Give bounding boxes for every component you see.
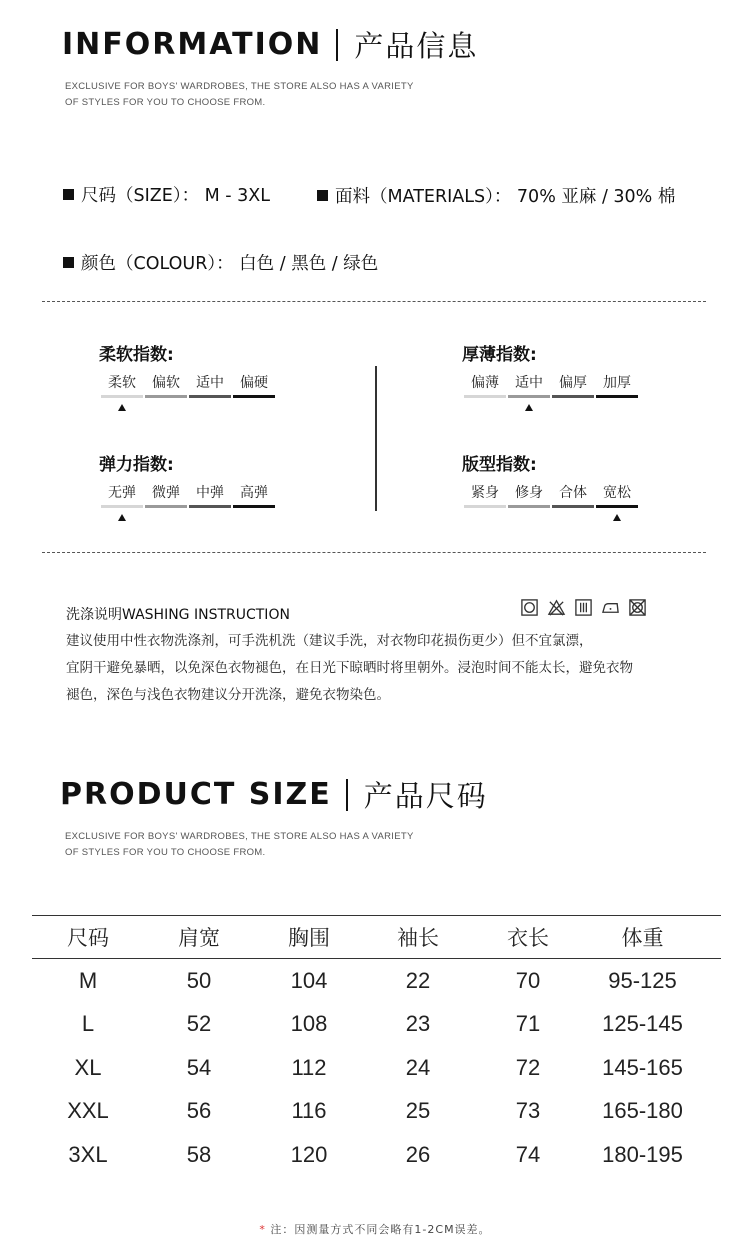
- table-row: [32, 1133, 721, 1177]
- index-option-label: 无弹: [108, 485, 136, 501]
- index-title: 柔软指数:: [99, 345, 174, 365]
- washing-icons: [520, 598, 647, 617]
- index-scale-segment: [189, 505, 231, 508]
- bullet-square-icon: [63, 189, 74, 200]
- table-cell: 180-195: [602, 1141, 683, 1167]
- header-cell: 衣长: [507, 926, 549, 950]
- index-options: [463, 372, 643, 398]
- table-cell: 145-165: [602, 1054, 683, 1080]
- table-cell: 165-180: [602, 1098, 683, 1124]
- header-cell: 尺码: [67, 926, 109, 950]
- table-cell: 95-125: [608, 967, 677, 993]
- header-cell: 胸围: [288, 926, 330, 950]
- spec-size-text: 尺码（SIZE）： M - 3XL: [81, 186, 271, 206]
- table-cell: 52: [186, 1011, 212, 1037]
- index-option-label: 加厚: [603, 375, 631, 391]
- table-cell: 23: [405, 1011, 431, 1037]
- info-subtitle-line1: EXCLUSIVE FOR BOYS' WARDROBES, THE STORE ALSO HAS A VARIETY: [65, 81, 414, 92]
- index-option-label: 偏薄: [471, 375, 499, 391]
- index-option-label: 中弹: [196, 485, 224, 501]
- table-row: [32, 959, 721, 1003]
- bullet-square-icon: [63, 257, 74, 268]
- table-cell: 24: [405, 1054, 431, 1080]
- index-title: 版型指数:: [462, 455, 537, 475]
- index-scale-segment: [596, 395, 638, 398]
- index-scale-segment: [101, 505, 143, 508]
- table-cell: 120: [290, 1141, 328, 1167]
- index-option-label: 高弹: [240, 485, 268, 501]
- index-scale-segment: [464, 505, 506, 508]
- index-option: [100, 372, 144, 398]
- index-scale-segment: [552, 395, 594, 398]
- index-option: [144, 482, 188, 508]
- bullet-square-icon: [317, 190, 328, 201]
- note-star: *: [259, 1223, 266, 1236]
- selected-triangle-icon: [118, 514, 126, 521]
- index-scale-segment: [189, 395, 231, 398]
- index-scale-segment: [596, 505, 638, 508]
- table-cell: 26: [405, 1141, 431, 1167]
- spec-size: [63, 182, 270, 207]
- index-scale-segment: [508, 505, 550, 508]
- softness-index: [100, 340, 280, 418]
- tumble-dry-icon: [520, 598, 539, 617]
- title-divider: [346, 779, 348, 811]
- index-option-label: 适中: [196, 375, 224, 391]
- title-divider: [336, 29, 338, 61]
- index-option: [595, 372, 639, 398]
- drip-dry-icon: [574, 598, 593, 617]
- no-bleach-icon: [547, 598, 566, 617]
- size-subtitle-line2: OF STYLES FOR YOU TO CHOOSE FROM.: [65, 847, 266, 858]
- table-cell: XL: [74, 1054, 102, 1080]
- index-marker-row: [463, 404, 643, 418]
- table-cell: 22: [405, 967, 431, 993]
- index-option: [507, 482, 551, 508]
- index-options: [100, 372, 280, 398]
- index-title: 弹力指数:: [99, 455, 174, 475]
- table-cell: 25: [405, 1098, 431, 1124]
- table-cell: 112: [291, 1054, 327, 1080]
- washing-line2: 宜阴干避免暴晒，以免深色衣物褪色，在日光下晾晒时将里朝外。浸泡时间不能太长，避免衣物: [66, 660, 633, 676]
- selected-triangle-icon: [118, 404, 126, 411]
- info-subtitle: [65, 79, 414, 111]
- table-row: [32, 1090, 721, 1134]
- iron-icon: [601, 598, 620, 617]
- index-option-label: 修身: [515, 485, 543, 501]
- thickness-index: [463, 340, 643, 418]
- table-cell: 70: [515, 967, 541, 993]
- elasticity-index: [100, 450, 280, 528]
- info-title-cn: 产品信息: [354, 29, 479, 63]
- header-cell: 体重: [621, 926, 664, 950]
- index-option: [463, 482, 507, 508]
- table-cell: 56: [186, 1098, 212, 1124]
- washing-instructions: [66, 628, 706, 709]
- index-option: [232, 482, 276, 508]
- index-option-label: 偏硬: [240, 375, 268, 391]
- table-cell: 3XL: [68, 1141, 108, 1167]
- index-option: [188, 482, 232, 508]
- index-option: [551, 482, 595, 508]
- fit-index: [463, 450, 643, 528]
- index-option: [100, 482, 144, 508]
- table-cell: 74: [515, 1141, 541, 1167]
- index-marker-row: [463, 514, 643, 528]
- header-cell: 肩宽: [178, 926, 220, 950]
- index-option-label: 紧身: [471, 485, 499, 501]
- dashed-divider-bottom: [42, 552, 706, 553]
- selected-triangle-icon: [525, 404, 533, 411]
- size-title-en: PRODUCT SIZE: [60, 777, 332, 812]
- size-table: [32, 915, 721, 1177]
- index-option-label: 微弹: [152, 485, 180, 501]
- index-marker-row: [100, 514, 280, 528]
- table-cell: 58: [186, 1141, 212, 1167]
- table-cell: 54: [186, 1054, 212, 1080]
- selected-triangle-icon: [613, 514, 621, 521]
- header-cell: 袖长: [397, 926, 439, 950]
- note-text: 注：因测量方式不同会略有1-2CM误差。: [270, 1223, 491, 1236]
- spec-colour: [63, 250, 378, 275]
- size-table-header: [32, 915, 721, 959]
- table-row: [32, 1046, 721, 1090]
- index-scale-segment: [145, 395, 187, 398]
- washing-line3: 褪色，深色与浅色衣物建议分开洗涤，避免衣物染色。: [66, 687, 390, 703]
- table-cell: 50: [186, 967, 212, 993]
- index-option-label: 合体: [559, 485, 587, 501]
- table-cell: 104: [290, 967, 328, 993]
- table-cell: 71: [515, 1011, 541, 1037]
- no-tumble-dry-icon: [628, 598, 647, 617]
- measurement-note: [0, 1221, 750, 1237]
- dashed-divider-top: [42, 301, 706, 302]
- index-scale-segment: [145, 505, 187, 508]
- index-scale-segment: [508, 395, 550, 398]
- table-cell: 73: [515, 1098, 541, 1124]
- index-option: [507, 372, 551, 398]
- table-cell: XXL: [67, 1098, 109, 1124]
- index-option: [595, 482, 639, 508]
- index-marker-row: [100, 404, 280, 418]
- index-option: [463, 372, 507, 398]
- spec-colour-text: 颜色（COLOUR）： 白色 / 黑色 / 绿色: [81, 254, 379, 274]
- index-option: [188, 372, 232, 398]
- index-options: [463, 482, 643, 508]
- size-title-cn: 产品尺码: [363, 779, 488, 813]
- table-cell: M: [78, 967, 98, 993]
- spec-materials: [317, 183, 675, 208]
- center-divider: [375, 366, 377, 511]
- index-option: [144, 372, 188, 398]
- washing-line1: 建议使用中性衣物洗涤剂，可手洗机洗（建议手洗，对衣物印花损伤更少）但不宜氯漂，: [66, 633, 593, 649]
- index-option-label: 偏软: [152, 375, 180, 391]
- index-option-label: 宽松: [603, 485, 631, 501]
- washing-title: 洗涤说明WASHING INSTRUCTION: [66, 607, 290, 623]
- index-title: 厚薄指数:: [462, 345, 537, 365]
- info-subtitle-line2: OF STYLES FOR YOU TO CHOOSE FROM.: [65, 97, 266, 108]
- index-option: [551, 372, 595, 398]
- table-cell: L: [81, 1011, 95, 1037]
- index-scale-segment: [101, 395, 143, 398]
- index-scale-segment: [552, 505, 594, 508]
- index-option-label: 偏厚: [559, 375, 587, 391]
- index-option-label: 柔软: [108, 375, 136, 391]
- table-cell: 72: [515, 1054, 541, 1080]
- info-title: [62, 24, 478, 65]
- info-title-en: INFORMATION: [62, 27, 323, 62]
- size-subtitle: [65, 829, 414, 861]
- table-cell: 108: [290, 1011, 328, 1037]
- index-option-label: 适中: [515, 375, 543, 391]
- size-title: [60, 774, 488, 815]
- index-scale-segment: [464, 395, 506, 398]
- table-row: [32, 1003, 721, 1047]
- index-scale-segment: [233, 505, 275, 508]
- table-cell: 125-145: [602, 1011, 683, 1037]
- index-options: [100, 482, 280, 508]
- index-option: [232, 372, 276, 398]
- table-cell: 116: [291, 1098, 327, 1124]
- index-scale-segment: [233, 395, 275, 398]
- spec-materials-text: 面料（MATERIALS）： 70% 亚麻 / 30% 棉: [335, 187, 676, 207]
- size-subtitle-line1: EXCLUSIVE FOR BOYS' WARDROBES, THE STORE ALSO HAS A VARIETY: [65, 831, 414, 842]
